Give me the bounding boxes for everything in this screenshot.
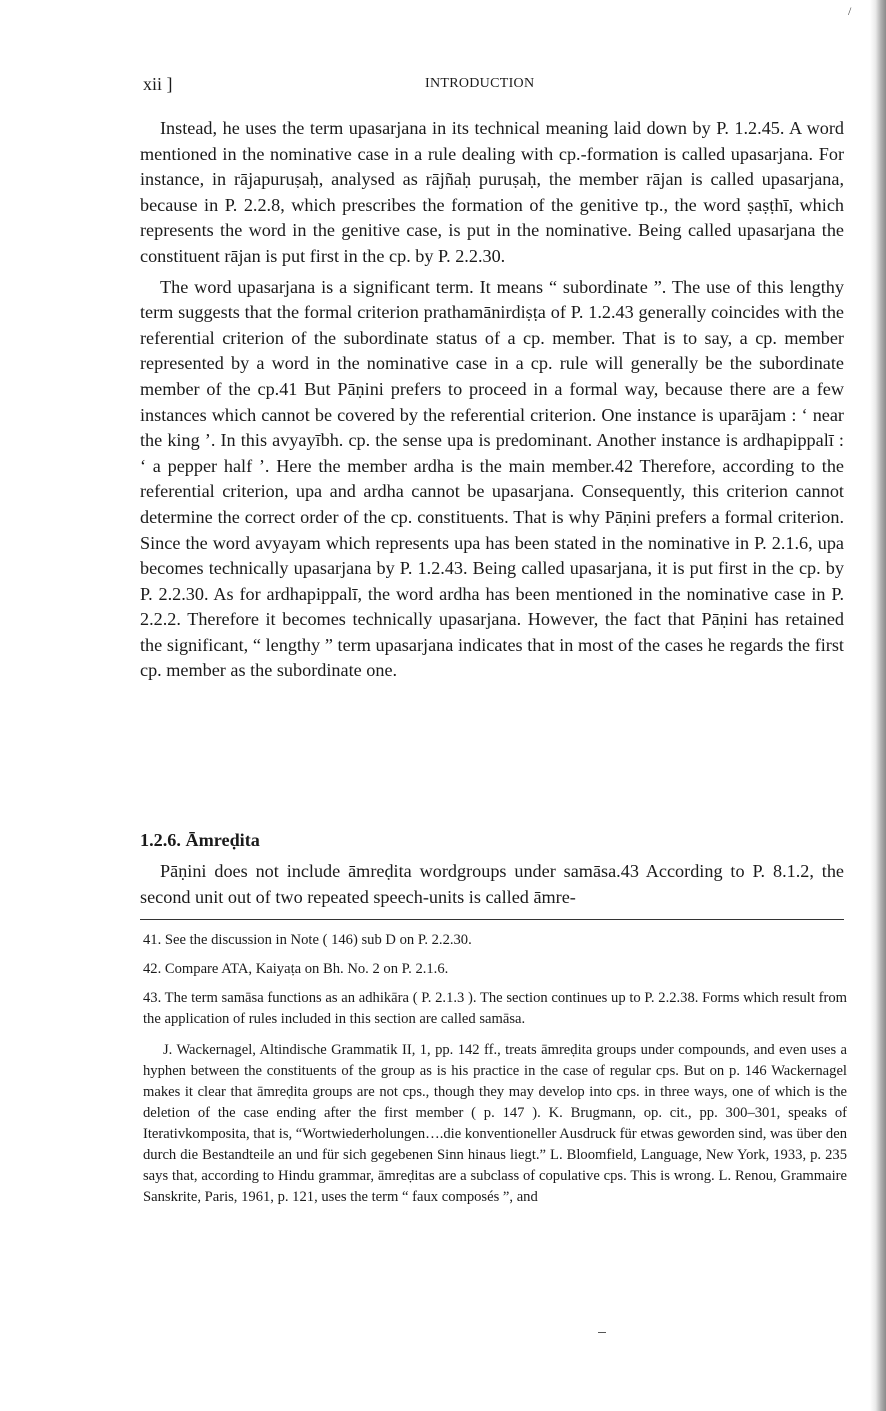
- scan-mark: /: [848, 4, 852, 18]
- section-paragraph: Pāṇini does not include āmreḍita wordgroups under samāsa.43 According to P. 8.1.2, the second unit out of two repeated speech-units is called āmre-: [140, 861, 844, 907]
- footnote-divider: [140, 919, 844, 920]
- footnote-43-continuation: J. Wackernagel, Altindische Grammatik II, 1, pp. 142 ff., treats āmreḍita groups under compounds, and even uses a hyphen between the constituents of the group as is his practice in the case of regular cps. But on p. 146 Wackernagel makes it clear that āmreḍita groups are not cps., though they may develop into cps. in three ways, one of which is the deletion of the case ending after the first member ( p. 147 ). K. Brugmann, op. cit., pp. 300–301, speaks of Iterativkomposita, that is, “Wortwiederholungen….die konventioneller Ausdruck für etwas geworden sind, was über den durch die Bestandteile an und für sich gegebenen Sinn hinaus liegt.” L. Bloomfield, Language, New York, 1933, p. 235 says that, according to Hindu grammar, āmreḍitas are a subclass of copulative cps. This is wrong. L. Renou, Grammaire Sanskrite, Paris, 1961, p. 121, uses the term “ faux composés ”, and: [143, 1042, 848, 1205]
- footnote-42: 42. Compare ATA, Kaiyaṭa on Bh. No. 2 on P. 2.1.6.: [143, 961, 449, 977]
- page-number: xii ]: [143, 74, 173, 94]
- section-heading: 1.2.6. Āmreḍita: [140, 830, 260, 850]
- footnotes: [143, 930, 847, 1216]
- running-title: INTRODUCTION: [425, 76, 535, 91]
- scan-mark-bottom: [598, 1332, 606, 1333]
- page-edge-shadow: [870, 0, 886, 1411]
- footnote-41: 41. See the discussion in Note ( 146) sub D on P. 2.2.30.: [143, 932, 472, 948]
- body-paragraph-2: The word upasarjana is a significant term. It means “ subordinate ”. The use of this lengthy term suggests that the formal criterion prathamānirdiṣṭa of P. 1.2.43 generally coincides with the referential criterion of the subordinate status of a cp. member. That is to say, a cp. member represented by a word in the nominative case in a cp. rule will generally be the subordinate member of the cp.41 But Pāṇini prefers to proceed in a formal way, because there are a few instances which cannot be covered by the referential criterion. One instance is uparājam : ‘ near the king ’. In this avyayībh. cp. the sense upa is predominant. Another instance is ardhapippalī : ‘ a pepper half ’. Here the member ardha is the main member.42 Therefore, according to the referential criterion, upa and ardha cannot be upasarjana. Consequently, this criterion cannot determine the correct order of the cp. constituents. That is why Pāṇini prefers a formal criterion. Since the word avyayam which represents upa has been stated in the nominative in P. 2.1.6, upa becomes technically upasarjana by P. 1.2.43. Being called upasarjana, it is put first in the cp. by P. 2.2.30. As for ardhapippalī, the word ardha has been mentioned in the nominative case in P. 2.2.2. Therefore it becomes technically upasarjana. However, the fact that Pāṇini has retained the significant, “ lengthy ” term upasarjana indicates that in most of the cases he regards the first cp. member as the subordinate one.: [140, 276, 844, 681]
- main-text: [140, 116, 844, 684]
- footnote-43: 43. The term samāsa functions as an adhikāra ( P. 2.1.3 ). The section continues up to P. 2.2.38. Forms which result from the application of rules included in this section are called samāsa.: [143, 990, 847, 1027]
- page-header: [143, 74, 843, 98]
- body-paragraph-1: Instead, he uses the term upasarjana in its technical meaning laid down by P. 1.2.45. A word mentioned in the nominative case in a rule dealing with cp.-formation is called upasarjana. For instance, in rājapuruṣaḥ, analysed as rājñaḥ puruṣaḥ, the member rājan is called upasarjana, because in P. 2.2.8, which prescribes the formation of the genitive tp., the word ṣaṣṭhī, which represents the word in the genitive case, is put in the nominative. Being called upasarjana the constituent rājan is put first in the cp. by P. 2.2.30.: [140, 118, 844, 266]
